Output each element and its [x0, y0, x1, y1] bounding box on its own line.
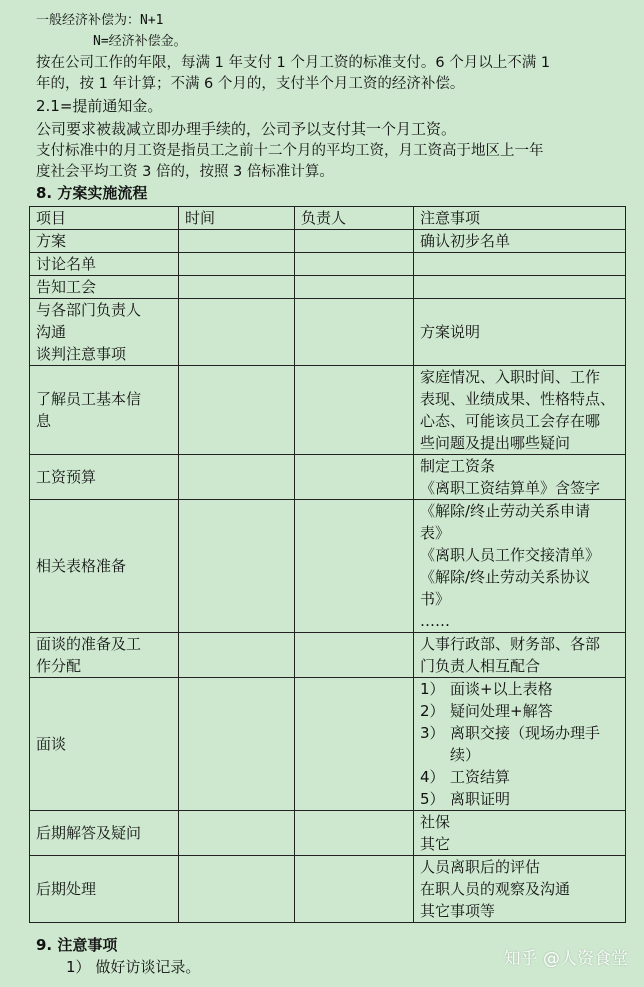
table-cell-notes — [414, 811, 626, 856]
item-line: 息 — [36, 412, 52, 430]
section-9-item-1-text: 做好访谈记录。 — [95, 958, 201, 976]
intro-line-6: 公司要求被裁减立即办理手续的，公司予以支付其一个月工资。 — [36, 120, 457, 138]
item-line: 后期解答及疑问 — [36, 824, 142, 842]
table-row — [30, 366, 626, 455]
table-cell-owner — [295, 366, 414, 455]
table-cell-time — [179, 276, 295, 299]
table-cell-time — [179, 455, 295, 500]
item-line: 后期处理 — [36, 880, 97, 898]
note-line: 些问题及提出哪些疑问 — [420, 434, 571, 452]
note-line: 心态、可能该员工会存在哪 — [420, 412, 601, 430]
table-row — [30, 299, 626, 366]
table-cell-time — [179, 500, 295, 633]
list-item-number: 5） — [420, 790, 445, 808]
intro-line-7: 支付标准中的月工资是指员工之前十二个月的平均工资，月工资高于地区上一年 — [36, 143, 544, 159]
item-line: 面谈 — [36, 735, 67, 753]
table-cell-time — [179, 856, 295, 923]
table-cell-notes — [414, 230, 626, 253]
list-item — [420, 788, 621, 810]
table-header-cell: 时间 — [179, 207, 295, 230]
item-line: 与各部门负责人 — [36, 301, 142, 319]
note-line: 《离职人员工作交接清单》 — [420, 546, 601, 564]
table-cell-notes — [414, 856, 626, 923]
intro-line-2: N=经济补偿金。 — [93, 34, 187, 49]
table-cell-notes — [414, 455, 626, 500]
list-item — [420, 722, 621, 766]
note-line: …… — [420, 612, 450, 630]
note-line: 制定工资条 — [420, 457, 496, 475]
list-item-number: 3） — [420, 724, 445, 742]
note-line: 表现、业绩成果、性格特点、 — [420, 390, 616, 408]
table-row — [30, 455, 626, 500]
table-cell-notes — [414, 299, 626, 366]
intro-line-8: 度社会平均工资 3 倍的，按照 3 倍标准计算。 — [36, 164, 334, 180]
list-item — [420, 766, 621, 788]
note-line: 社保 — [420, 813, 451, 831]
table-cell-item — [30, 299, 179, 366]
table-cell-item — [30, 856, 179, 923]
table-cell-owner — [295, 678, 414, 811]
table-row — [30, 276, 626, 299]
item-line: 了解员工基本信 — [36, 390, 142, 408]
list-item-text: 工资结算 — [450, 768, 511, 786]
table-cell-time — [179, 811, 295, 856]
note-line: 人员离职后的评估 — [420, 858, 541, 876]
section-8-title: 8. 方案实施流程 — [36, 184, 148, 202]
intro-line-4: 年的，按 1 年计算；不满 6 个月的，支付半个月工资的经济补偿。 — [36, 76, 465, 92]
implementation-flow-table — [29, 206, 626, 923]
table-cell-item — [30, 366, 179, 455]
table-cell-owner — [295, 633, 414, 678]
list-item-text: 疑问处理+解答 — [450, 702, 553, 720]
table-header-row — [30, 207, 626, 230]
table-cell-time — [179, 230, 295, 253]
list-item-number: 4） — [420, 768, 445, 786]
item-line: 谈判注意事项 — [36, 345, 127, 363]
note-line: 家庭情况、入职时间、工作 — [420, 368, 601, 386]
table-cell-notes — [414, 276, 626, 299]
list-item-text: 面谈+以上表格 — [450, 680, 553, 698]
list-item-number: 1） — [420, 680, 445, 698]
table-cell-item — [30, 276, 179, 299]
item-line: 相关表格准备 — [36, 557, 127, 575]
note-line: 《解除/终止劳动关系协议 — [420, 568, 591, 586]
table-cell-item — [30, 455, 179, 500]
table-cell-notes — [414, 633, 626, 678]
note-line: 方案说明 — [420, 323, 481, 341]
table-cell-item — [30, 633, 179, 678]
table-cell-notes — [414, 253, 626, 276]
table-cell-item — [30, 678, 179, 811]
table-cell-owner — [295, 299, 414, 366]
section-9-item-1-num: 1） — [66, 958, 91, 976]
item-line: 告知工会 — [36, 278, 97, 296]
list-item-text: 离职证明 — [450, 790, 511, 808]
table-cell-item — [30, 500, 179, 633]
item-line: 工资预算 — [36, 468, 97, 486]
table-header-cell: 注意事项 — [414, 207, 626, 230]
section-9-title: 9. 注意事项 — [36, 936, 118, 954]
table-cell-item — [30, 253, 179, 276]
table-cell-time — [179, 633, 295, 678]
list-item — [420, 700, 621, 722]
table-cell-item — [30, 811, 179, 856]
table-cell-owner — [295, 253, 414, 276]
table-cell-owner — [295, 811, 414, 856]
table-cell-item — [30, 230, 179, 253]
table-cell-owner — [295, 500, 414, 633]
zhihu-watermark: 知乎 @人资食堂 — [503, 949, 628, 969]
table-row — [30, 500, 626, 633]
intro-line-3: 按在公司工作的年限，每满 1 年支付 1 个月工资的标准支付。6 个月以上不满 1 — [36, 55, 551, 71]
intro-line-1: 一般经济补偿为：N+1 — [36, 13, 164, 28]
table-cell-time — [179, 299, 295, 366]
intro-line-5: 2.1=提前通知金。 — [36, 97, 163, 115]
list-item-number: 2） — [420, 702, 445, 720]
table-cell-notes — [414, 678, 626, 811]
table-cell-time — [179, 366, 295, 455]
note-line: 书》 — [420, 590, 451, 608]
item-line: 面谈的准备及工 — [36, 635, 142, 653]
table-cell-owner — [295, 276, 414, 299]
table-row — [30, 633, 626, 678]
list-item — [420, 678, 621, 700]
table-row — [30, 253, 626, 276]
table-header-cell: 项目 — [30, 207, 179, 230]
table-row — [30, 230, 626, 253]
table-cell-notes — [414, 366, 626, 455]
table-cell-time — [179, 678, 295, 811]
list-item-text: 离职交接（现场办理手续） — [450, 724, 601, 764]
section-9-item-1 — [66, 957, 200, 978]
note-line: 其它事项等 — [420, 902, 496, 920]
note-line: 门负责人相互配合 — [420, 657, 541, 675]
note-line: 确认初步名单 — [420, 232, 511, 250]
table-cell-notes — [414, 500, 626, 633]
note-line: 表》 — [420, 524, 451, 542]
note-line: 《离职工资结算单》含签字 — [420, 479, 601, 497]
note-line: 在职人员的观察及沟通 — [420, 880, 571, 898]
item-line: 沟通 — [36, 323, 67, 341]
item-line: 作分配 — [36, 657, 82, 675]
item-line: 方案 — [36, 232, 67, 250]
table-row — [30, 678, 626, 811]
item-line: 讨论名单 — [36, 255, 97, 273]
table-cell-owner — [295, 455, 414, 500]
table-cell-owner — [295, 856, 414, 923]
note-line: 《解除/终止劳动关系申请 — [420, 502, 591, 520]
note-line: 其它 — [420, 835, 451, 853]
table-row — [30, 811, 626, 856]
table-cell-time — [179, 253, 295, 276]
table-cell-owner — [295, 230, 414, 253]
note-line: 人事行政部、财务部、各部 — [420, 635, 601, 653]
table-row — [30, 856, 626, 923]
table-header-cell: 负责人 — [295, 207, 414, 230]
